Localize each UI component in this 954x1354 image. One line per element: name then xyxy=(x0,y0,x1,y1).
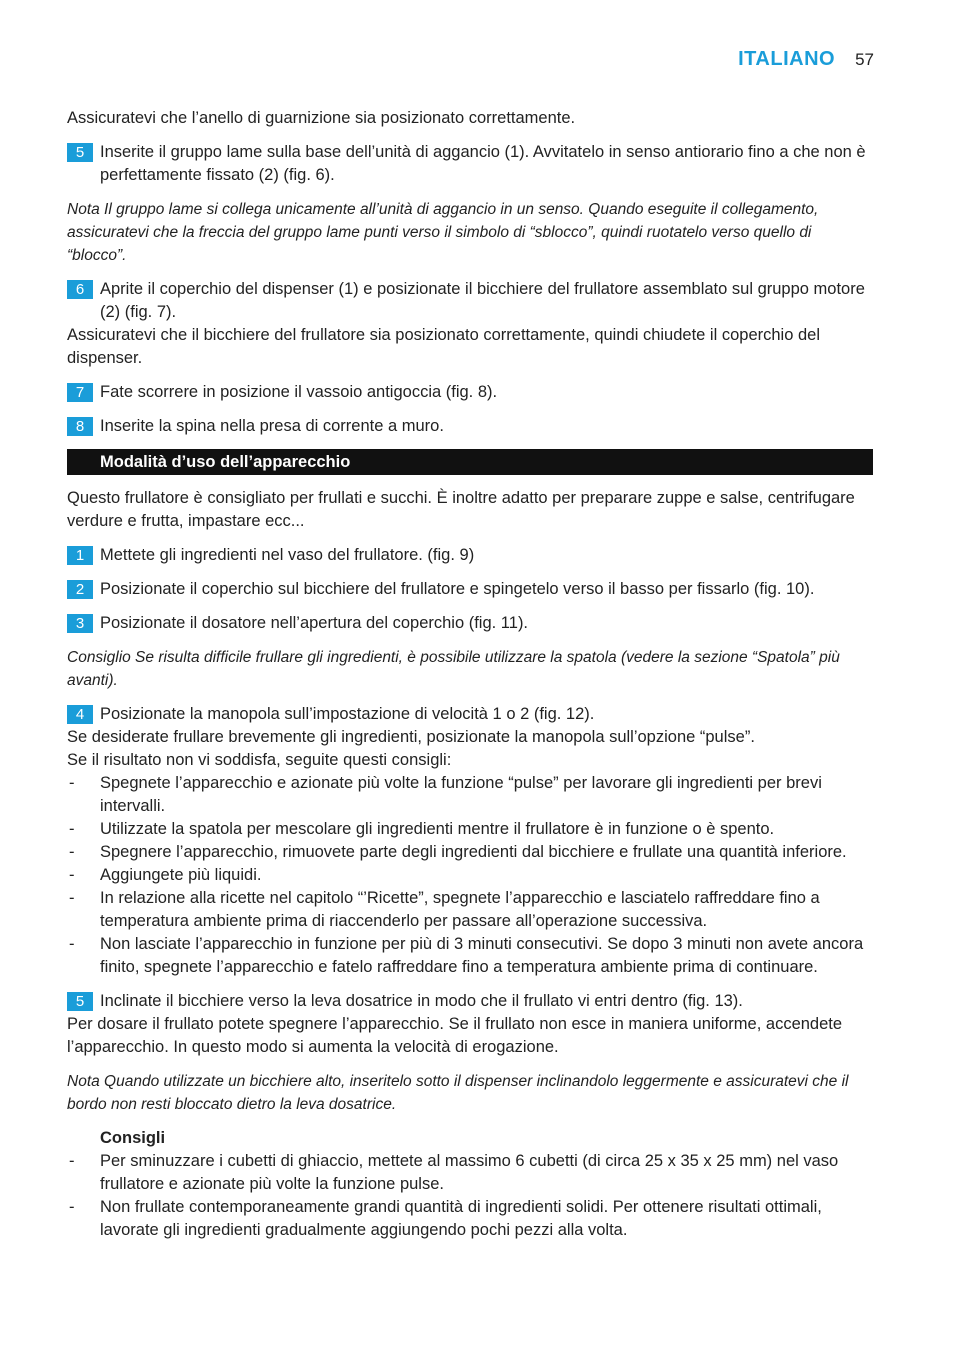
step-text: Inclinate il bicchiere verso la leva dosatrice in modo che il frullato vi entri dentro (fig. 13). xyxy=(100,992,743,1010)
step-4-advice-line: Se il risultato non vi soddisfa, seguite questi consigli: xyxy=(67,751,452,769)
step-text: Posizionate la manopola sull’impostazione di velocità 1 o 2 (fig. 12). xyxy=(100,705,595,723)
step-number: 7 xyxy=(67,383,93,402)
step-text: Aprite il coperchio del dispenser (1) e posizionate il bicchiere del frullatore assemblato sul gruppo motore (2) (fig. 7). xyxy=(100,280,865,321)
step-text: Posizionate il coperchio sul bicchiere del frullatore e spingetelo verso il basso per fissarlo (fig. 10). xyxy=(100,580,815,598)
step-6-dispenser xyxy=(67,278,873,324)
step-number: 6 xyxy=(67,280,93,299)
list-item: - Spegnere l’apparecchio, rimuovete parte degli ingredienti dal bicchiere e frullate una quantità inferiore. xyxy=(67,841,873,864)
step-6-followup: Assicuratevi che il bicchiere del frullatore sia posizionato correttamente, quindi chiudete il coperchio del dispenser. xyxy=(67,326,820,367)
list-item: - In relazione alla ricette nel capitolo “’Ricette”, spegnete l’apparecchio e lasciatelo raffreddare fino a temperatura ambiente prima di riaccenderlo per passare all’operazione successiva. xyxy=(67,887,873,933)
tips-list xyxy=(67,1150,873,1242)
step-5-tilt xyxy=(67,990,873,1013)
step-number: 3 xyxy=(67,614,93,633)
step-number: 1 xyxy=(67,546,93,565)
step-3-measuring-cup xyxy=(67,612,873,635)
step-number: 8 xyxy=(67,417,93,436)
step-number: 2 xyxy=(67,580,93,599)
step-text: Mettete gli ingredienti nel vaso del frullatore. (fig. 9) xyxy=(100,546,475,564)
step-7-drip-tray xyxy=(67,381,873,404)
step-5-followup: Per dosare il frullato potete spegnere l’apparecchio. Se il frullato non esce in maniera uniforme, accendete l’apparecchio. In questo modo si aumenta la velocità di erogazione. xyxy=(67,1015,843,1056)
step-5-blade xyxy=(67,141,873,187)
page-header xyxy=(738,48,874,71)
step-4-pulse-line: Se desiderate frullare brevemente gli ingredienti, posizionate la manopola sull’opzione “pulse”. xyxy=(67,728,755,746)
tip-spatula: Consiglio Se risulta difficile frullare gli ingredienti, è possibile utilizzare la spatola (vedere la sezione “Spatola” più avanti). xyxy=(67,649,840,689)
note-tall-glass: Nota Quando utilizzate un bicchiere alto, inseritelo sotto il dispenser inclinandolo leggermente e assicuratevi che il bordo non resti bloccato dietro la leva dosatrice. xyxy=(67,1073,849,1113)
step-number: 4 xyxy=(67,705,93,724)
step-text: Inserite la spina nella presa di corrente a muro. xyxy=(100,417,444,435)
list-item: - Utilizzate la spatola per mescolare gli ingredienti mentre il frullatore è in funzione o è spento. xyxy=(67,818,873,841)
section-heading: Modalità d’uso dell’apparecchio xyxy=(67,449,873,475)
step-number: 5 xyxy=(67,143,93,162)
note-blade: Nota Il gruppo lame si collega unicamente all’unità di aggancio in un senso. Quando eseguite il collegamento, assicuratevi che la freccia del gruppo lame punti verso il simbolo di “sblocco”, quindi ruotatelo verso quello di “blocco”. xyxy=(67,201,819,264)
language-label: ITALIANO xyxy=(738,48,836,70)
page-content xyxy=(67,107,873,1242)
step-text: Inserite il gruppo lame sulla base dell’unità di aggancio (1). Avvitatelo in senso antiorario fino a che non è perfettamente fissato (2) (fig. 6). xyxy=(100,143,866,184)
list-item: - Per sminuzzare i cubetti di ghiaccio, mettete al massimo 6 cubetti (di circa 25 x 35 x 25 mm) nel vaso frullatore e azionate più volte la funzione pulse. xyxy=(67,1150,873,1196)
list-item: - Spegnete l’apparecchio e azionate più volte la funzione “pulse” per lavorare gli ingredienti per brevi intervalli. xyxy=(67,772,873,818)
section-intro: Questo frullatore è consigliato per frullati e succhi. È inoltre adatto per preparare zuppe e salse, centrifugare verdure e frutta, impastare ecc... xyxy=(67,489,855,530)
list-item: - Non frullate contemporaneamente grandi quantità di ingredienti solidi. Per ottenere risultati ottimali, lavorate gli ingredienti gradualmente aggiungendo pochi pezzi alla volta. xyxy=(67,1196,873,1242)
list-item: - Non lasciate l’apparecchio in funzione per più di 3 minuti consecutivi. Se dopo 3 minuti non avete ancora finito, spegnete l’apparecchio e fatelo raffreddare fino a temperatura ambiente prima di continuare. xyxy=(67,933,873,979)
step-text: Fate scorrere in posizione il vassoio antigoccia (fig. 8). xyxy=(100,383,498,401)
step-4-speed xyxy=(67,703,873,726)
intro-paragraph: Assicuratevi che l’anello di guarnizione sia posizionato correttamente. xyxy=(67,109,576,127)
page-number: 57 xyxy=(855,50,874,69)
step-1-ingredients xyxy=(67,544,873,567)
list-item: - Aggiungete più liquidi. xyxy=(67,864,873,887)
step-number: 5 xyxy=(67,992,93,1011)
tips-heading: Consigli xyxy=(100,1129,166,1147)
step-text: Posizionate il dosatore nell’apertura del coperchio (fig. 11). xyxy=(100,614,529,632)
step-2-lid xyxy=(67,578,873,601)
step-8-plug xyxy=(67,415,873,438)
advice-list xyxy=(67,772,873,979)
